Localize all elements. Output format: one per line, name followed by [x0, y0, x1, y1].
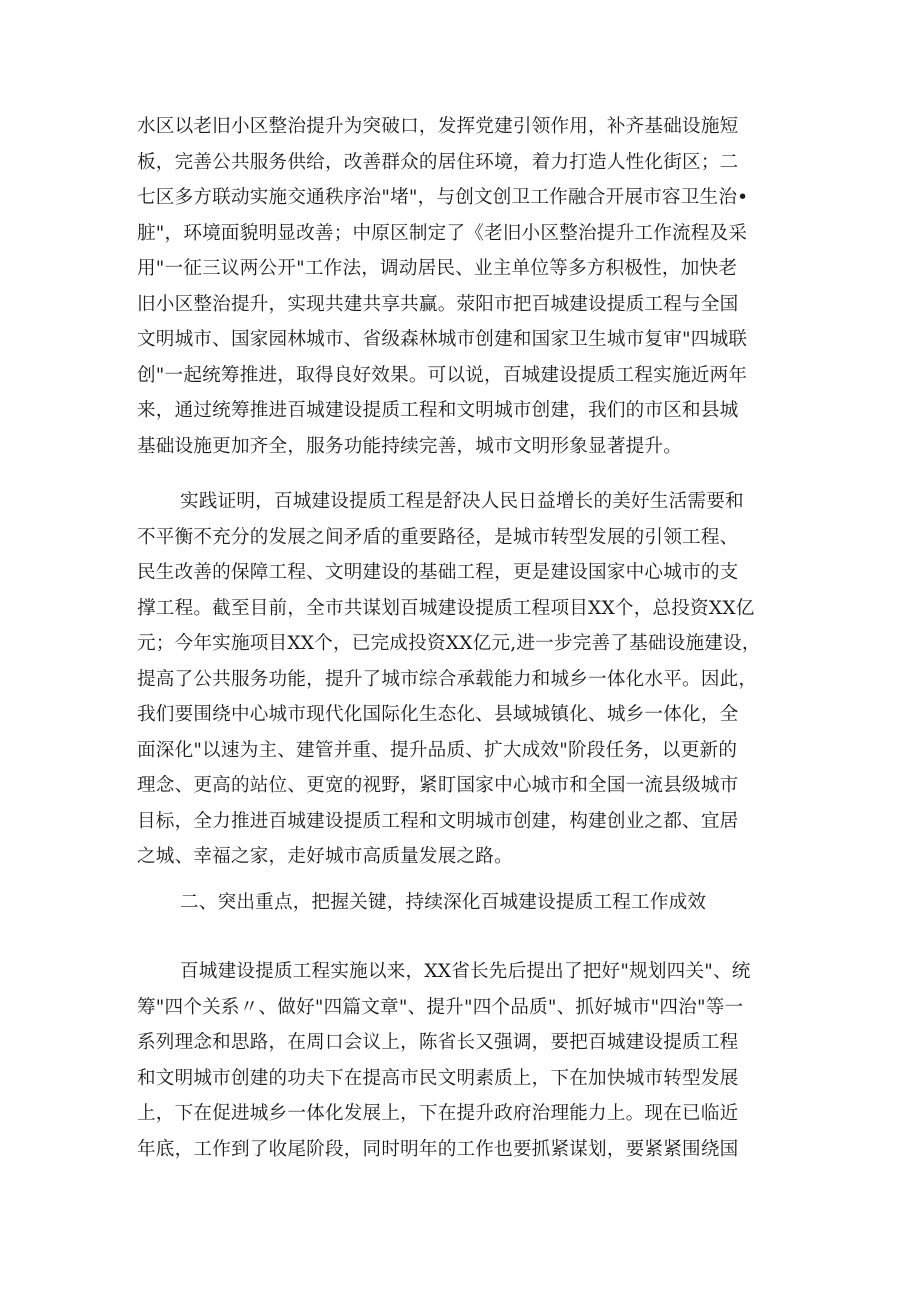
paragraph-2 — [137, 484, 787, 875]
text-line: 七区多方联动实施交通秩序治"堵"，与创文创卫工作融合开展市容卫生治• — [137, 187, 749, 208]
paragraph-1 — [137, 109, 787, 464]
text-line: 水区以老旧小区整治提升为突破口，发挥党建引领作用，补齐基础设施短 — [137, 116, 739, 137]
text-line: 理念、更高的站位、更宽的视野，紧盯国家中心城市和全国一流县级城市 — [137, 775, 739, 796]
text-line: 不平衡不充分的发展之间矛盾的重要路径，是城市转型发展的引领工程、 — [137, 526, 739, 548]
text-line: 文明城市、国家园林城市、省级森林城市创建和国家卫生城市复审"四城联 — [137, 329, 748, 350]
text-line: 之城、幸福之家，走好城市高质量发展之路。 — [137, 846, 513, 867]
text-line: 和文明城市创建的功夫下在提高市民文明素质上，下在加快城市转型发展 — [137, 1067, 739, 1089]
text-line: 上，下在促进城乡一体化发展上，下在提升政府治理能力上。现在已临近 — [137, 1103, 739, 1124]
section-heading — [137, 885, 787, 921]
text-line: 面深化"以速为主、建管并重、提升品质、扩大成效"阶段任务，以更新的 — [137, 739, 738, 761]
text-line: 创"一起统筹推进，取得良好效果。可以说，百城建设提质工程实施近两年 — [137, 364, 748, 386]
text-line: 系列理念和思路，在周口会议上，陈省长又强调，要把百城建设提质工程 — [137, 1032, 739, 1053]
text-line: 基础设施更加齐全，服务功能持续完善，城市文明形象显著提升。 — [137, 435, 683, 457]
text-line: 撑工程。截至目前，全市共谋划百城建设提质工程项目XX个，总投资XX亿 — [137, 597, 755, 619]
text-line: 板，完善公共服务供给，改善群众的居住环境，着力打造人性化街区；二 — [137, 151, 739, 173]
text-line: 筹"四个关系〃、做好"四篇文章"、提升"四个品质"、抓好城市"四治"等一 — [137, 996, 744, 1018]
text-line: 脏"，环境面貌明显改善；中原区制定了《老旧小区整治提升工作流程及采 — [137, 222, 748, 244]
text-line: 旧小区整治提升，实现共建共享共赢。荥阳市把百城建设提质工程与全国 — [137, 293, 739, 315]
text-line: 元；今年实施项目XX个，已完成投资XX亿元,进一步完善了基础设施建设， — [137, 633, 761, 654]
text-line: 百城建设提质工程实施以来，XX省长先后提出了把好"规划四关"、统 — [180, 961, 751, 982]
paragraph-3 — [137, 954, 787, 1167]
text-line: 来，通过统筹推进百城建设提质工程和文明城市创建，我们的市区和县城 — [137, 400, 739, 421]
text-line: 提高了公共服务功能，提升了城市综合承载能力和城乡一体化水平。因此， — [137, 668, 758, 690]
text-line: 民生改善的保障工程、文明建设的基础工程，更是建设国家中心城市的支 — [137, 562, 739, 583]
text-line: 实践证明，百城建设提质工程是舒决人民日益增长的美好生活需要和 — [180, 491, 744, 512]
text-line: 用"一征三议两公开"工作法，调动居民、业主单位等多方积极性，加快老 — [137, 258, 738, 279]
section-heading-text: 二、突出重点，把握关键，持续深化百城建设提质工程工作成效 — [180, 892, 707, 913]
text-line: 目标，全力推进百城建设提质工程和文明城市创建，构建创业之都、宜居 — [137, 810, 739, 832]
text-line: 我们要围绕中心城市现代化国际化生态化、县域城镇化、城乡一体化，全 — [137, 704, 739, 725]
text-line: 年底，工作到了收尾阶段，同时明年的工作也要抓紧谋划，要紧紧围绕国 — [137, 1138, 739, 1160]
